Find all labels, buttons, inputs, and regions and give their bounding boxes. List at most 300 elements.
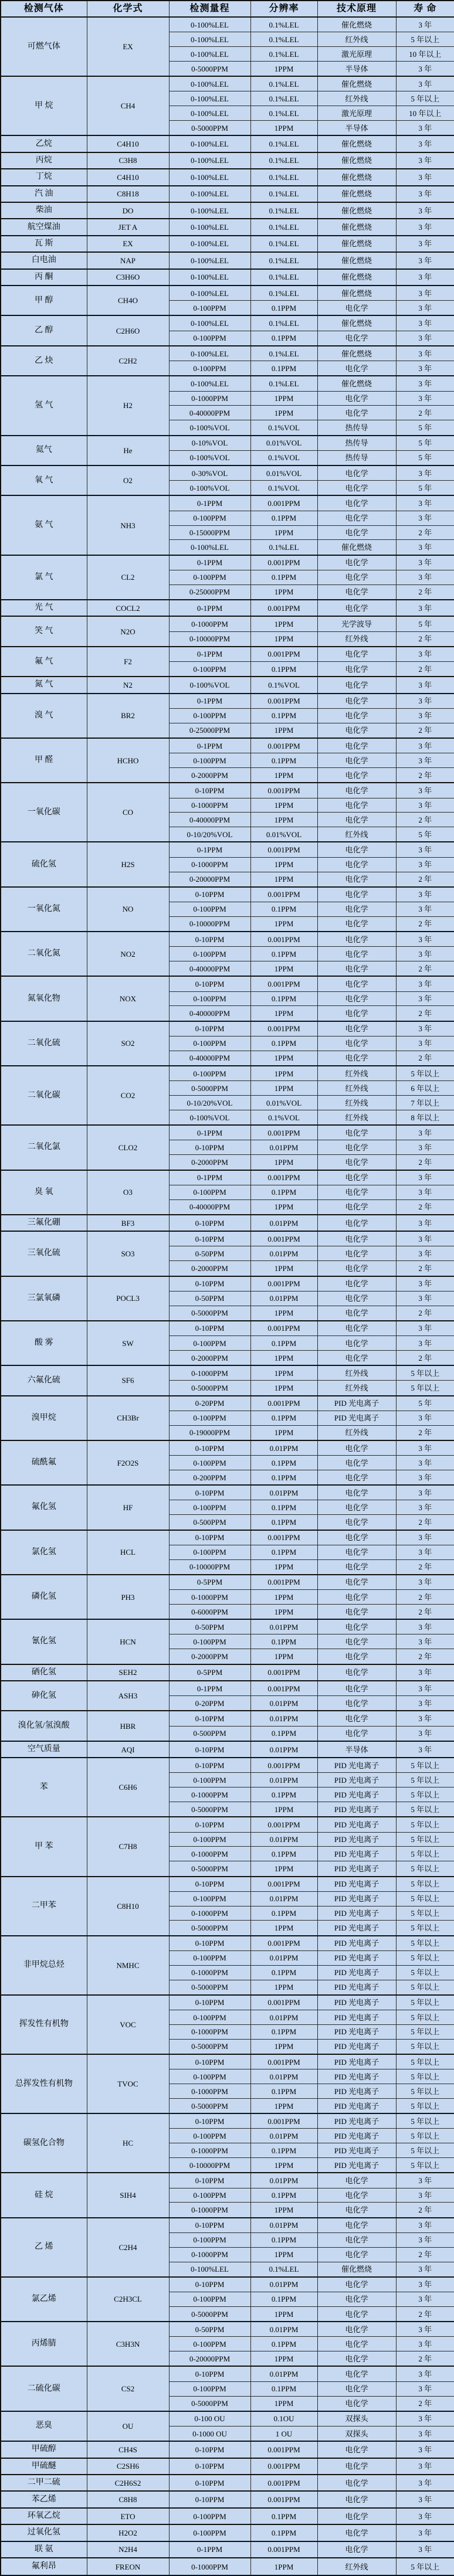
range-cell: 0-10PPM (169, 2173, 250, 2188)
principle-cell: PID 光电离子 (317, 2098, 396, 2113)
principle-cell: 电化学 (317, 1036, 396, 1051)
range-cell: 0-2000PPM (169, 1155, 250, 1170)
principle-cell: PID 光电离子 (317, 1847, 396, 1861)
lifespan-cell: 3 年 (396, 947, 454, 961)
lifespan-cell: 5 年以上 (396, 1950, 454, 1965)
resolution-cell: 1PPM (250, 121, 317, 136)
resolution-cell: 0.1PPM (250, 511, 317, 525)
range-cell: 0-40000PPM (169, 1006, 250, 1021)
lifespan-cell: 5 年以上 (396, 1980, 454, 1995)
range-cell: 0-100%LEL (169, 32, 250, 47)
principle-cell: 电化学 (317, 1634, 396, 1649)
principle-cell: 电化学 (317, 1185, 396, 1199)
lifespan-cell: 3 年 (396, 1125, 454, 1140)
resolution-cell: 0.001PPM (250, 1231, 317, 1246)
lifespan-cell: 5 年以上 (396, 1758, 454, 1773)
lifespan-cell: 3 年 (396, 219, 454, 235)
gas-name-cell: 航空煤油 (1, 219, 87, 235)
gas-name-cell: 苯乙烯 (1, 2491, 87, 2507)
resolution-cell: 0.001PPM (250, 1877, 317, 1892)
principle-cell: 电化学 (317, 2524, 396, 2541)
resolution-cell: 0.1%LEL (250, 269, 317, 286)
lifespan-cell: 3 年 (396, 495, 454, 511)
principle-cell: 电化学 (317, 842, 396, 857)
resolution-cell: 0.001PPM (250, 2541, 317, 2558)
gas-name-cell: 氟 气 (1, 647, 87, 677)
gas-name-cell: 二甲苯 (1, 1877, 87, 1936)
lifespan-cell: 2 年 (396, 1006, 454, 1021)
range-cell: 0-10PPM (169, 887, 250, 902)
formula-cell: N2O (87, 616, 169, 646)
lifespan-cell: 5 年以上 (396, 2054, 454, 2069)
lifespan-cell: 3 年 (396, 738, 454, 753)
formula-cell: O2 (87, 465, 169, 495)
principle-cell: PID 光电离子 (317, 1758, 396, 1773)
principle-cell: 电化学 (317, 1021, 396, 1036)
lifespan-cell: 3 年 (396, 1291, 454, 1306)
principle-cell: 电化学 (317, 495, 396, 511)
formula-cell: N2H4 (87, 2541, 169, 2558)
lifespan-cell: 5 年以上 (396, 2143, 454, 2158)
resolution-cell: 0.1OU (250, 2411, 317, 2427)
lifespan-cell: 5 年以上 (396, 1773, 454, 1787)
resolution-cell: 1PPM (250, 1649, 317, 1664)
formula-cell: N2 (87, 677, 169, 693)
resolution-cell: 0.1%LEL (250, 2262, 317, 2277)
table-row (1, 2524, 454, 2541)
resolution-cell: 0.01PPM (250, 1832, 317, 1847)
range-cell: 0-5000PPM (169, 121, 250, 136)
principle-cell: 电化学 (317, 2277, 396, 2292)
resolution-cell: 1PPM (250, 2351, 317, 2367)
principle-cell: 电化学 (317, 872, 396, 887)
resolution-cell: 1PPM (250, 406, 317, 420)
principle-cell: PID 光电离子 (317, 1817, 396, 1832)
lifespan-cell: 3 年 (396, 1681, 454, 1696)
principle-cell: 激光原理 (317, 47, 396, 62)
range-cell: 0-1000PPM (169, 2558, 250, 2575)
principle-cell: PID 光电离子 (317, 1906, 396, 1921)
formula-cell: C3H6O (87, 269, 169, 286)
principle-cell: 催化燃烧 (317, 169, 396, 185)
principle-cell: 电化学 (317, 1321, 396, 1336)
lifespan-cell: 5 年 (396, 436, 454, 451)
formula-cell: HCHO (87, 738, 169, 783)
formula-cell: CH4O (87, 286, 169, 315)
table-row (1, 600, 454, 616)
gas-name-cell: 硒化氢 (1, 1664, 87, 1681)
principle-cell: 热传导 (317, 436, 396, 451)
range-cell: 0-100PPM (169, 708, 250, 723)
resolution-cell: 0.001PPM (250, 842, 317, 857)
formula-cell: HCN (87, 1619, 169, 1664)
principle-cell: 电化学 (317, 991, 396, 1006)
resolution-cell: 0.001PPM (250, 495, 317, 511)
principle-cell: 催化燃烧 (317, 252, 396, 269)
table-row (1, 1170, 454, 1185)
formula-cell: C2H6S2 (87, 2475, 169, 2491)
resolution-cell: 0.01PPM (250, 1696, 317, 1711)
table-row (1, 202, 454, 219)
resolution-cell: 0.001PPM (250, 1021, 317, 1036)
principle-cell: 电化学 (317, 1456, 396, 1470)
gas-name-cell: 总挥发性有机物 (1, 2054, 87, 2113)
resolution-cell: 1PPM (250, 1365, 317, 1381)
principle-cell: 电化学 (317, 708, 396, 723)
gas-name-cell: 二硫化碳 (1, 2366, 87, 2411)
resolution-cell: 0.1PPM (250, 708, 317, 723)
resolution-cell: 0.01PPM (250, 1619, 317, 1634)
range-cell: 0-5000PPM (169, 1861, 250, 1877)
range-cell: 0-1000PPM (169, 2247, 250, 2262)
lifespan-cell: 5 年以上 (396, 2558, 454, 2575)
range-cell: 0-1000PPM (169, 1590, 250, 1605)
lifespan-cell: 5 年以上 (396, 1817, 454, 1832)
resolution-cell: 1 OU (250, 2426, 317, 2441)
header-row (1, 1, 454, 17)
resolution-cell: 0.1%LEL (250, 236, 317, 252)
principle-cell: 电化学 (317, 584, 396, 600)
gas-name-cell: 甲硫醇 (1, 2441, 87, 2458)
lifespan-cell: 5 年 (396, 450, 454, 465)
principle-cell: 电化学 (317, 1291, 396, 1306)
resolution-cell: 1PPM (250, 2396, 317, 2411)
table-row (1, 932, 454, 947)
principle-cell: 电化学 (317, 2441, 396, 2458)
resolution-cell: 0.1%LEL (250, 169, 317, 185)
principle-cell: 电化学 (317, 1261, 396, 1276)
table-row (1, 2322, 454, 2337)
principle-cell: 半导体 (317, 61, 396, 76)
gas-name-cell: 恶臭 (1, 2411, 87, 2441)
resolution-cell: 0.1PPM (250, 1634, 317, 1649)
resolution-cell: 0.001PPM (250, 1758, 317, 1773)
lifespan-cell: 3 年 (396, 286, 454, 301)
range-cell: 0-10000PPM (169, 1559, 250, 1575)
formula-cell: C8H18 (87, 186, 169, 202)
principle-cell: 电化学 (317, 2322, 396, 2337)
lifespan-cell: 3 年 (396, 753, 454, 768)
gas-name-cell: 磷化氢 (1, 1575, 87, 1619)
table-row (1, 2558, 454, 2575)
table-row (1, 169, 454, 185)
resolution-cell: 1PPM (250, 1381, 317, 1396)
formula-cell: CL2 (87, 555, 169, 600)
range-cell: 0-20PPM (169, 1696, 250, 1711)
formula-cell: DO (87, 202, 169, 219)
principle-cell: 电化学 (317, 511, 396, 525)
header-gas: 检测气体 (1, 1, 87, 17)
principle-cell: 电化学 (317, 1649, 396, 1664)
lifespan-cell: 5 年以上 (396, 2098, 454, 2113)
resolution-cell: 0.1%LEL (250, 152, 317, 169)
lifespan-cell: 3 年 (396, 361, 454, 376)
principle-cell: 电化学 (317, 2491, 396, 2507)
principle-cell: PID 光电离子 (317, 2158, 396, 2173)
principle-cell: PID 光电离子 (317, 2129, 396, 2143)
range-cell: 0-10PPM (169, 2458, 250, 2475)
principle-cell: 电化学 (317, 2173, 396, 2188)
gas-name-cell: 乙 炔 (1, 346, 87, 376)
gas-name-cell: 丙 酮 (1, 269, 87, 286)
resolution-cell: 0.001PPM (250, 1936, 317, 1951)
range-cell: 0-100PPM (169, 1336, 250, 1351)
table-row (1, 1396, 454, 1411)
principle-cell: PID 光电离子 (317, 1802, 396, 1817)
formula-cell: SIH4 (87, 2173, 169, 2217)
lifespan-cell: 3 年 (396, 2232, 454, 2247)
formula-cell: CO (87, 783, 169, 842)
lifespan-cell: 3 年 (396, 121, 454, 136)
range-cell: 0-10PPM (169, 1711, 250, 1726)
range-cell: 0-100PPM (169, 1832, 250, 1847)
resolution-cell: 0.001PPM (250, 1575, 317, 1590)
range-cell: 0-5000PPM (169, 61, 250, 76)
resolution-cell: 1PPM (250, 961, 317, 977)
lifespan-cell: 3 年 (396, 2441, 454, 2458)
resolution-cell: 0.001PPM (250, 555, 317, 570)
principle-cell: PID 光电离子 (317, 1773, 396, 1787)
table-row (1, 2475, 454, 2491)
range-cell: 0-2000PPM (169, 1649, 250, 1664)
resolution-cell: 1PPM (250, 723, 317, 738)
resolution-cell: 0.001PPM (250, 2475, 317, 2491)
lifespan-cell: 3 年 (396, 2458, 454, 2475)
principle-cell: 电化学 (317, 301, 396, 316)
principle-cell: 电化学 (317, 1215, 396, 1231)
resolution-cell: 0.01%VOL (250, 827, 317, 842)
lifespan-cell: 5 年以上 (396, 1365, 454, 1381)
range-cell: 0-1PPM (169, 1170, 250, 1185)
table-row (1, 1575, 454, 1590)
principle-cell: PID 光电离子 (317, 2039, 396, 2054)
range-cell: 0-10PPM (169, 2475, 250, 2491)
principle-cell: 电化学 (317, 1559, 396, 1575)
table-row (1, 555, 454, 570)
lifespan-cell: 2 年 (396, 406, 454, 420)
range-cell: 0-50PPM (169, 1291, 250, 1306)
formula-cell: O3 (87, 1170, 169, 1215)
principle-cell: 电化学 (317, 857, 396, 872)
lifespan-cell: 3 年 (396, 555, 454, 570)
gas-name-cell: 环氧乙烷 (1, 2508, 87, 2524)
lifespan-cell: 3 年 (396, 2475, 454, 2491)
principle-cell: 催化燃烧 (317, 202, 396, 219)
resolution-cell: 0.001PPM (250, 1530, 317, 1545)
resolution-cell: 0.001PPM (250, 694, 317, 709)
range-cell: 0-1000PPM (169, 798, 250, 813)
formula-cell: NO (87, 887, 169, 932)
principle-cell: 电化学 (317, 1170, 396, 1185)
resolution-cell: 0.1PPM (250, 1787, 317, 1802)
gas-name-cell: 苯 (1, 1758, 87, 1817)
principle-cell: 电化学 (317, 570, 396, 584)
principle-cell: 红外线 (317, 1096, 396, 1110)
principle-cell: 催化燃烧 (317, 135, 396, 152)
principle-cell: 电化学 (317, 2508, 396, 2524)
resolution-cell: 0.1PPM (250, 2381, 317, 2396)
lifespan-cell: 3 年 (396, 1231, 454, 1246)
lifespan-cell: 5 年以上 (396, 1995, 454, 2010)
gas-name-cell: 白电油 (1, 252, 87, 269)
formula-cell: C2H4 (87, 2218, 169, 2277)
principle-cell: 电化学 (317, 465, 396, 481)
range-cell: 0-100PPM (169, 2069, 250, 2084)
resolution-cell: 0.1PPM (250, 947, 317, 961)
gas-name-cell: 挥发性有机物 (1, 1995, 87, 2054)
gas-name-cell: 氟化氢 (1, 1485, 87, 1530)
lifespan-cell: 3 年 (396, 1456, 454, 1470)
principle-cell: 电化学 (317, 1140, 396, 1155)
gas-name-cell: 可燃气体 (1, 17, 87, 76)
principle-cell: 电化学 (317, 1350, 396, 1365)
lifespan-cell: 2 年 (396, 1559, 454, 1575)
range-cell: 0-100%VOL (169, 1110, 250, 1125)
principle-cell: PID 光电离子 (317, 1891, 396, 1906)
table-row (1, 1485, 454, 1500)
lifespan-cell: 3 年 (396, 570, 454, 584)
lifespan-cell: 5 年以上 (396, 1381, 454, 1396)
formula-cell: SEH2 (87, 1664, 169, 1681)
gas-name-cell: 甲 苯 (1, 1817, 87, 1876)
principle-cell: 电化学 (317, 694, 396, 709)
principle-cell: 电化学 (317, 1664, 396, 1681)
range-cell: 0-50PPM (169, 1246, 250, 1261)
table-row (1, 1664, 454, 1681)
resolution-cell: 0.1PPM (250, 1545, 317, 1559)
lifespan-cell: 3 年 (396, 1336, 454, 1351)
lifespan-cell: 3 年 (396, 857, 454, 872)
principle-cell: 催化燃烧 (317, 186, 396, 202)
resolution-cell: 0.1%LEL (250, 91, 317, 106)
resolution-cell: 0.1%LEL (250, 540, 317, 555)
lifespan-cell: 5 年 (396, 1396, 454, 1411)
range-cell: 0-1000PPM (169, 1906, 250, 1921)
resolution-cell: 0.1%LEL (250, 76, 317, 91)
lifespan-cell: 3 年 (396, 17, 454, 32)
lifespan-cell: 3 年 (396, 135, 454, 152)
range-cell: 0-1000PPM (169, 616, 250, 631)
lifespan-cell: 3 年 (396, 1741, 454, 1758)
lifespan-cell: 3 年 (396, 346, 454, 361)
resolution-cell: 0.001PPM (250, 1125, 317, 1140)
range-cell: 0-100PPM (169, 902, 250, 917)
resolution-cell: 1PPM (250, 1261, 317, 1276)
lifespan-cell: 3 年 (396, 677, 454, 693)
range-cell: 0-100%LEL (169, 202, 250, 219)
range-cell: 0-5000PPM (169, 1980, 250, 1995)
formula-cell: FREON (87, 2558, 169, 2575)
lifespan-cell: 3 年 (396, 376, 454, 391)
resolution-cell: 0.1PPM (250, 1456, 317, 1470)
formula-cell: HF (87, 1485, 169, 1530)
range-cell: 0-5PPM (169, 1575, 250, 1590)
table-row (1, 269, 454, 286)
gas-name-cell: 溴甲烷 (1, 1396, 87, 1440)
lifespan-cell: 3 年 (396, 2491, 454, 2507)
table-row (1, 1936, 454, 1951)
principle-cell: 电化学 (317, 768, 396, 783)
formula-cell: H2 (87, 376, 169, 435)
principle-cell: 电化学 (317, 2351, 396, 2367)
range-cell: 0-15000PPM (169, 525, 250, 540)
resolution-cell: 0.1PPM (250, 1500, 317, 1515)
lifespan-cell: 3 年 (396, 540, 454, 555)
resolution-cell: 1PPM (250, 1155, 317, 1170)
resolution-cell: 0.1PPM (250, 753, 317, 768)
principle-cell: 红外线 (317, 827, 396, 842)
lifespan-cell: 3 年 (396, 2524, 454, 2541)
principle-cell: 电化学 (317, 723, 396, 738)
range-cell: 0-5000PPM (169, 2306, 250, 2322)
principle-cell: 电化学 (317, 2232, 396, 2247)
lifespan-cell: 2 年 (396, 1051, 454, 1066)
range-cell: 0-10PPM (169, 1276, 250, 1292)
resolution-cell: 1PPM (250, 1802, 317, 1817)
principle-cell: 电化学 (317, 798, 396, 813)
formula-cell: HC (87, 2113, 169, 2173)
lifespan-cell: 5 年以上 (396, 1832, 454, 1847)
lifespan-cell: 3 年 (396, 2541, 454, 2558)
table-row (1, 2173, 454, 2188)
resolution-cell: 0.1PPM (250, 1965, 317, 1980)
resolution-cell: 0.001PPM (250, 976, 317, 991)
resolution-cell: 0.1%LEL (250, 135, 317, 152)
table-row (1, 677, 454, 693)
range-cell: 0-5000PPM (169, 1306, 250, 1321)
formula-cell: NMHC (87, 1936, 169, 1995)
formula-cell: C8H10 (87, 1877, 169, 1936)
resolution-cell: 0.001PPM (250, 1276, 317, 1292)
resolution-cell: 0.1PPM (250, 1470, 317, 1486)
resolution-cell: 0.01PPM (250, 2069, 317, 2084)
table-row (1, 252, 454, 269)
principle-cell: 电化学 (317, 1590, 396, 1605)
range-cell: 0-100PPM (169, 2292, 250, 2307)
lifespan-cell: 3 年 (396, 1440, 454, 1456)
range-cell: 0-1000PPM (169, 1965, 250, 1980)
formula-cell: COCL2 (87, 600, 169, 616)
principle-cell: PID 光电离子 (317, 1411, 396, 1425)
range-cell: 0-100PPM (169, 1545, 250, 1559)
principle-cell: 红外线 (317, 32, 396, 47)
resolution-cell: 1PPM (250, 2098, 317, 2113)
range-cell: 0-1PPM (169, 555, 250, 570)
lifespan-cell: 3 年 (396, 315, 454, 331)
resolution-cell: 0.001PPM (250, 2491, 317, 2507)
range-cell: 0-1PPM (169, 647, 250, 662)
lifespan-cell: 3 年 (396, 1470, 454, 1486)
resolution-cell: 0.001PPM (250, 2113, 317, 2129)
range-cell: 0-100PPM (169, 1185, 250, 1199)
gas-name-cell: 光 气 (1, 600, 87, 616)
range-cell: 0-50PPM (169, 1619, 250, 1634)
lifespan-cell: 3 年 (396, 1619, 454, 1634)
resolution-cell: 0.01PPM (250, 2366, 317, 2381)
lifespan-cell: 3 年 (396, 1726, 454, 1741)
range-cell: 0-25000PPM (169, 584, 250, 600)
principle-cell: 电化学 (317, 1681, 396, 1696)
formula-cell: SO3 (87, 1231, 169, 1276)
range-cell: 0-1PPM (169, 2541, 250, 2558)
range-cell: 0-10PPM (169, 2366, 250, 2381)
principle-cell: PID 光电离子 (317, 1965, 396, 1980)
principle-cell: 光学波导 (317, 616, 396, 631)
resolution-cell: 0.001PPM (250, 1995, 317, 2010)
resolution-cell: 0.01PPM (250, 1246, 317, 1261)
resolution-cell: 0.1PPM (250, 2084, 317, 2099)
resolution-cell: 1PPM (250, 1306, 317, 1321)
